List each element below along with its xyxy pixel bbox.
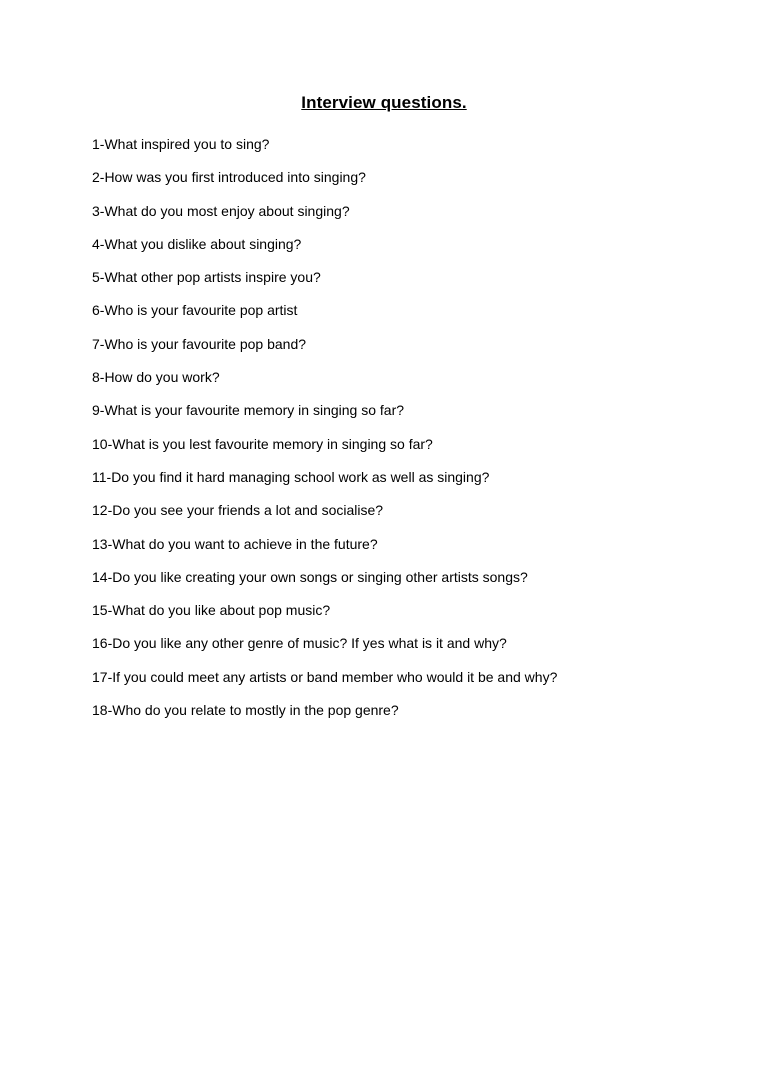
question-item: 6-Who is your favourite pop artist: [92, 302, 298, 319]
question-item: 12-Do you see your friends a lot and socialise?: [92, 502, 384, 519]
question-item: 13-What do you want to achieve in the future?: [92, 535, 378, 552]
question-item: 14-Do you like creating your own songs or singing other artists songs?: [92, 568, 528, 585]
question-item: 16-Do you like any other genre of music? If yes what is it and why?: [92, 635, 507, 652]
question-list: [92, 136, 557, 735]
question-item: 11-Do you find it hard managing school work as well as singing?: [92, 468, 490, 485]
question-item: 2-How was you first introduced into singing?: [92, 169, 366, 186]
question-item: 3-What do you most enjoy about singing?: [92, 202, 350, 219]
question-item: 9-What is your favourite memory in singing so far?: [92, 402, 405, 419]
question-item: 15-What do you like about pop music?: [92, 602, 331, 619]
question-item: 7-Who is your favourite pop band?: [92, 335, 307, 352]
document-title: Interview questions.: [301, 93, 467, 112]
question-item: 10-What is you lest favourite memory in singing so far?: [92, 435, 433, 452]
question-item: 1-What inspired you to sing?: [92, 136, 270, 152]
question-item: 5-What other pop artists inspire you?: [92, 269, 321, 286]
question-item: 8-How do you work?: [92, 369, 220, 386]
question-item: 18-Who do you relate to mostly in the pop genre?: [92, 702, 399, 719]
question-item: 4-What you dislike about singing?: [92, 235, 302, 252]
question-item: 17-If you could meet any artists or band member who would it be and why?: [92, 668, 558, 685]
